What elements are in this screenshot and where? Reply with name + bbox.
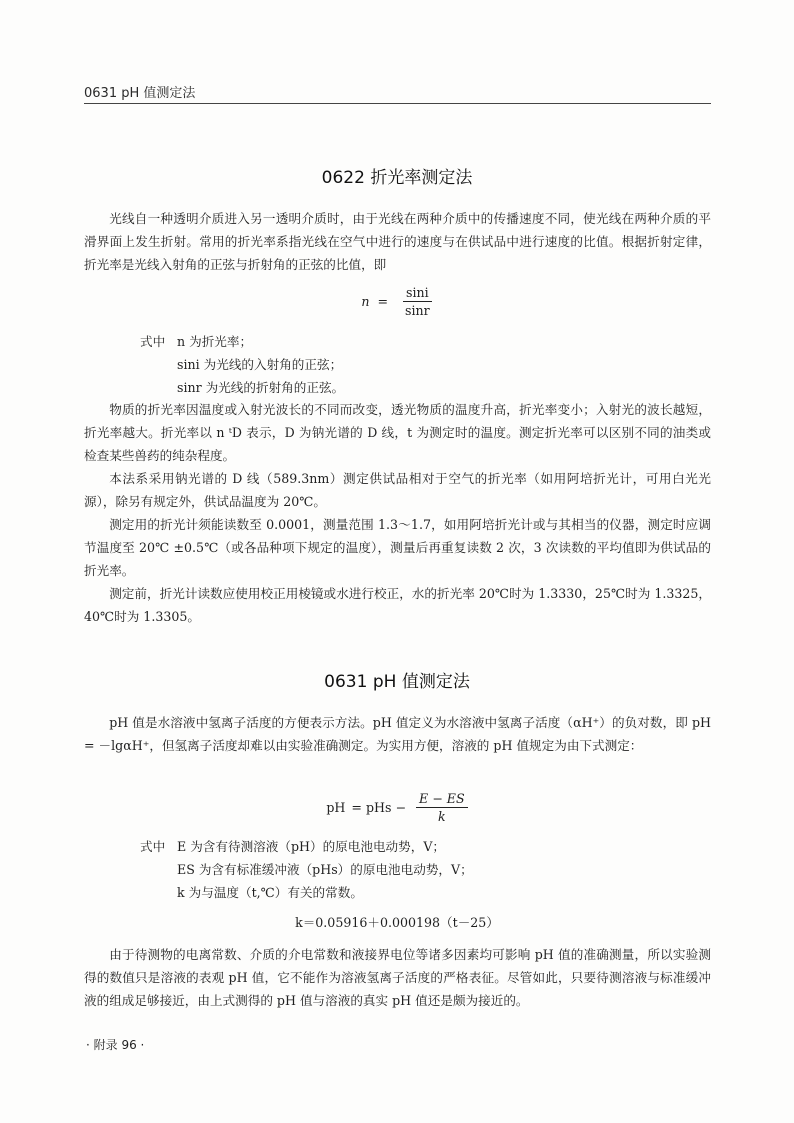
formula-lhs: pH [326,800,346,815]
where-label: 式中 [140,839,166,854]
formula-lhs: n [361,294,370,309]
section1-paragraph-5: 测定前，折光计读数应使用校正用棱镜或水进行校正，水的折光率 20℃时为 1.3330，25℃时为 1.3325，40℃时为 1.3305。 [84,586,711,624]
where-item: k 为与温度（t,℃）有关的常数。 [177,885,363,900]
section2-paragraph-2: 由于待测物的电离常数、介质的介电常数和液接界电位等诸多因素均可影响 pH 值的准确测量，所以实验测得的数值只是溶液的表观 pH 值，它不能作为溶液氢离子活度的严格表征。尽管如此，只要待测溶液与标准缓冲液的组成足够接近，由上式测得的 pH 值与溶液的真实 pH 值还是颇为接近的。 [84,947,711,1008]
running-header: 0631 pH 值测定法 [84,86,196,101]
where-item: n 为折光率； [177,334,253,349]
section1-intro: 光线自一种透明介质进入另一透明介质时，由于光线在两种介质中的传播速度不同，使光线在两种介质的平滑界面上发生折射。常用的折光率系指光线在空气中进行的速度与在供试品中进行速度的比值。根据折射定律，折光率是光线入射角的正弦与折射角的正弦的比值，即 [84,211,711,272]
formula-denominator: sinr [405,303,430,318]
formula-fraction [416,791,468,824]
formula-equals: = [377,294,389,309]
k-formula: k＝0.05916＋0.000198（t－25） [295,915,499,930]
section2-intro: pH 值是水溶液中氢离子活度的方便表示方法。pH 值定义为水溶液中氢离子活度（αH⁺）的负对数，即 pH = －lgαH⁺，但氢离子活度却难以由实验准确测定。为实用方便，溶液的 pH 值规定为由下式测定： [84,715,711,753]
section1-where-list [140,330,344,399]
where-item: sini 为光线的入射角的正弦； [177,357,343,372]
formula-numerator: E − ES [416,791,468,808]
formula-equals: = pHs − [351,800,407,815]
where-item: sinr 为光线的折射角的正弦。 [177,380,345,395]
header-rule [84,103,711,104]
section1-paragraph-3: 本法系采用钠光谱的 D 线（589.3nm）测定供试品相对于空气的折光率（如用阿培折光计，可用白光光源），除另有规定外，供试品温度为 20℃。 [84,471,711,509]
section1-paragraph-4: 测定用的折光计须能读数至 0.0001，测量范围 1.3～1.7，如用阿培折光计或与其相当的仪器，测定时应调节温度至 20℃ ±0.5℃（或各品种项下规定的温度），测量后再重复读数 2 次，3 次读数的平均值即为供试品的折光率。 [84,517,711,578]
where-label: 式中 [140,334,166,349]
ph-formula [0,791,794,824]
section2-where-list [140,835,473,904]
page-number: · 附录 96 · [86,1038,145,1052]
section-title-refractive-index: 0622 折光率测定法 [321,168,473,188]
where-item: E 为含有待测溶液（pH）的原电池电动势，V； [177,839,446,854]
refractive-index-formula [0,285,794,318]
formula-numerator: sini [403,285,432,302]
formula-denominator: k [438,809,446,824]
where-item: ES 为含有标准缓冲液（pHs）的原电池电动势，V； [177,862,473,877]
section1-paragraph-2: 物质的折光率因温度或入射光波长的不同而改变，透光物质的温度升高，折光率变小；入射光的波长越短，折光率越大。折光率以 n ᵗD 表示，D 为钠光谱的 D 线，t 为测定时的温度。测定折光率可以区别不同的油类或检查某些兽药的纯杂程度。 [84,402,711,463]
section-title-ph: 0631 pH 值测定法 [324,672,470,692]
formula-fraction [402,285,433,318]
